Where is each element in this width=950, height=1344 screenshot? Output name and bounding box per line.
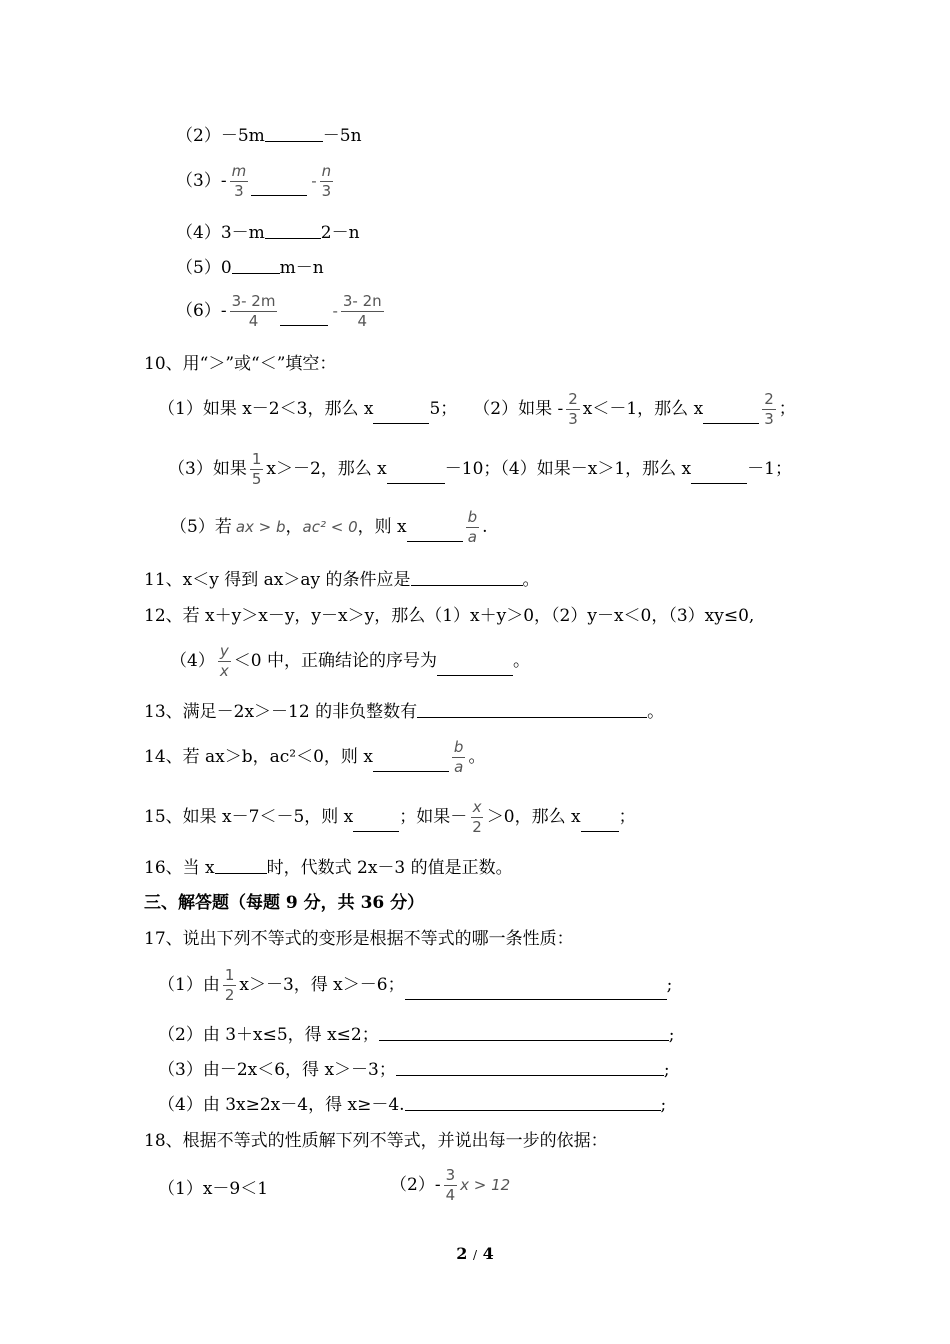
answer-blank[interactable] (373, 770, 449, 772)
fraction: $\frac{b}{a}$ (467, 508, 478, 546)
answer-blank[interactable] (265, 237, 321, 239)
page-number: 2 / 4 (456, 1244, 494, 1263)
q18-item-2: （2）- $\frac{3}{4}$ x > 12 (390, 1166, 511, 1204)
answer-blank[interactable] (232, 272, 280, 274)
answer-blank[interactable] (396, 1074, 664, 1076)
q12-line-1: 12、若 x＋y＞x－y，y－x＞y，那么（1）x＋y＞0，（2）y－x＜0，（3）xy≤0, (144, 606, 755, 626)
q17-item-1: （1）由 $\frac{1}{2}$ x＞－3，得 x＞－6； ; (158, 966, 673, 1004)
answer-blank[interactable] (353, 830, 399, 832)
answer-blank[interactable] (280, 324, 328, 326)
q18-title: 18、根据不等式的性质解下列不等式，并说出每一步的依据： (144, 1131, 608, 1151)
q18-item-1: （1）x－9＜1 (158, 1179, 269, 1199)
fraction: $\frac{m}{3}$ (231, 162, 247, 200)
q14: 14、若 ax＞b，ac²＜0，则 x $\frac{b}{a}$ 。 (144, 738, 486, 776)
q9-item-6: （6）- $\frac{3- 2m}{4}$ - $\frac{3- 2n}{4}$ (176, 292, 382, 330)
q9-item-5: （5）0 m－n (176, 258, 324, 278)
answer-blank[interactable] (691, 482, 747, 484)
fraction: $\frac{2}{3}$ (568, 390, 578, 428)
answer-blank[interactable] (251, 194, 307, 196)
q9-item-4: （4）3－m 2－n (176, 223, 360, 243)
answer-blank[interactable] (373, 422, 429, 424)
answer-blank[interactable] (405, 998, 667, 1000)
fraction: $\frac{b}{a}$ (453, 738, 464, 776)
answer-blank[interactable] (407, 540, 463, 542)
answer-blank[interactable] (581, 830, 619, 832)
fraction: $\frac{x}{2}$ (472, 798, 482, 836)
fraction: $\frac{1}{2}$ (224, 966, 235, 1004)
fraction: $\frac{3- 2m}{4}$ (231, 292, 276, 330)
q16: 16、当 x 时，代数式 2x－3 的值是正数。 (144, 858, 513, 878)
q10-part-1-2: （1）如果 x－2＜3，那么 x 5； （2）如果 - $\frac{2}{3}$ x＜－1，那么 x $\frac{2}{3}$ ； (158, 390, 796, 428)
answer-blank[interactable] (265, 140, 323, 142)
section-heading: 三、解答题（每题 9 分，共 36 分） (144, 893, 425, 913)
q17-item-3: （3）由－2x＜6，得 x＞－3； ; (158, 1060, 670, 1080)
q10-part-3-4: （3）如果 $\frac{1}{5}$ x＞－2，那么 x －10；（4）如果－x＞1，那么 x －1； (168, 450, 792, 488)
answer-blank[interactable] (379, 1039, 669, 1041)
q17-item-2: （2）由 3＋x≤5，得 x≤2； ; (158, 1025, 675, 1045)
answer-blank[interactable] (405, 1109, 661, 1111)
q15: 15、如果 x－7＜－5，则 x ；如果－ $\frac{x}{2}$ ＞0，那么 x ； (144, 798, 636, 836)
answer-blank[interactable] (387, 482, 445, 484)
q17-item-4: （4）由 3x≥2x－4，得 x≥－4. ; (158, 1095, 667, 1115)
q9-item-3: （3）- $\frac{m}{3}$ - $\frac{n}{3}$ (176, 162, 332, 200)
fraction: $\frac{y}{x}$ (219, 642, 229, 680)
answer-blank[interactable] (703, 422, 759, 424)
answer-blank[interactable] (417, 716, 647, 718)
q9-item-2: （2）－5m －5n (176, 126, 362, 146)
q11: 11、x＜y 得到 ax＞ay 的条件应是 。 (144, 570, 540, 590)
fraction: $\frac{3- 2n}{4}$ (342, 292, 382, 330)
q10-part-5: （5）若 ax > b ， ac² < 0 ，则 x $\frac{b}{a}$ . (170, 508, 488, 546)
answer-blank[interactable] (437, 674, 513, 676)
answer-blank[interactable] (215, 872, 267, 874)
fraction: $\frac{n}{3}$ (321, 162, 332, 200)
q13: 13、满足－2x＞－12 的非负整数有 。 (144, 702, 665, 722)
fraction: $\frac{3}{4}$ (445, 1166, 456, 1204)
fraction: $\frac{2}{3}$ (764, 390, 774, 428)
q10-title: 10、用“＞”或“＜”填空： (144, 354, 337, 374)
fraction: $\frac{1}{5}$ (251, 450, 262, 488)
answer-blank[interactable] (411, 584, 523, 586)
q17-title: 17、说出下列不等式的变形是根据不等式的哪一条性质： (144, 929, 574, 949)
q12-line-2: （4） $\frac{y}{x}$ ＜0 中，正确结论的序号为 。 (170, 642, 530, 680)
